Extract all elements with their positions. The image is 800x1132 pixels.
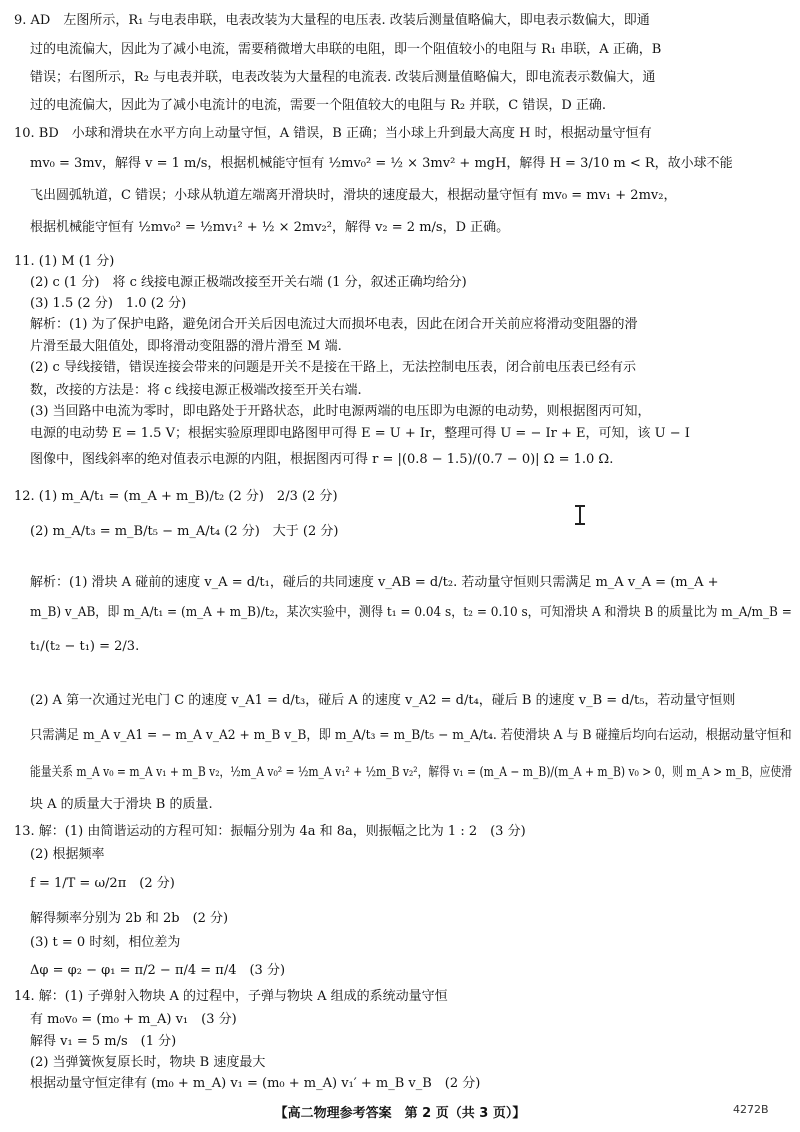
q11-explanation-1: 解析：(1) 为了保护电路，避免闭合开关后因电流过大而损坏电表，因此在闭合开关前应将滑动变阻器的滑 bbox=[30, 317, 638, 332]
q12-explanation-3: t₁/(t₂ − t₁) = 2/3. bbox=[30, 639, 140, 654]
q11-explanation-5: (3) 当回路中电流为零时，即电路处于开路状态，此时电源两端的电压即为电源的电动势，则根据图丙可知， bbox=[30, 404, 651, 419]
q12-answer-2: (2) m_A/t₃ = m_B/t₅ − m_A/t₄ (2 分) 大于 (2 分) bbox=[30, 524, 339, 539]
q12-explanation-7: 块 A 的质量大于滑块 B 的质量. bbox=[30, 797, 213, 812]
q11-explanation-3: (2) c 导线接错，错误连接会带来的问题是开关不是接在干路上，无法控制电压表，闭合前电压表已经有示 bbox=[30, 360, 636, 375]
q11-answer-1: 11. (1) M (1 分) bbox=[14, 254, 115, 269]
q14-answer-4: (2) 当弹簧恢复原长时，物块 B 速度最大 bbox=[30, 1055, 266, 1070]
q13-answer-4: (3) t = 0 时刻，相位差为 bbox=[30, 935, 181, 950]
q13-formula-2: Δφ = φ₂ − φ₁ = π/2 − π/4 = π/4 (3 分) bbox=[30, 963, 286, 978]
q13-answer-1: 13. 解：(1) 由简谐运动的方程可知：振幅分别为 4a 和 8a，则振幅之比为 1 : 2 (3 分) bbox=[14, 824, 526, 839]
q12-explanation-6: 能量关系 m_A v₀ = m_A v₁ + m_B v₂，½m_A v₀² = ½m_A v₁² + ½m_B v₂²，解得 v₁ = (m_A − m_B)/(m_A + m_B) v₀ > 0，则 m_A > m_B，应使滑 bbox=[30, 765, 793, 780]
q11-answer-2: (2) c (1 分) 将 c 线接电源正极端改接至开关右端 (1 分，叙述正确均给分) bbox=[30, 275, 467, 290]
q9-line-2: 过的电流偏大，因此为了减小电流，需要稍微增大串联的电阻，即一个阻值较小的电阻与 R₁ 串联，A 正确，B bbox=[30, 42, 662, 57]
page-footer: 【高二物理参考答案 第 2 页（共 3 页）】 bbox=[274, 1106, 526, 1121]
q9-line-4: 过的电流偏大，因此为了减小电流计的电流，需要一个阻值较大的电阻与 R₂ 并联，C 错误，D 正确. bbox=[30, 98, 607, 113]
q12-explanation-1: 解析：(1) 滑块 A 碰前的速度 v_A = d/t₁，碰后的共同速度 v_AB = d/t₂. 若动量守恒则只需满足 m_A v_A = (m_A + bbox=[30, 575, 719, 590]
q11-explanation-6: 电源的电动势 E = 1.5 V；根据实验原理即电路图甲可得 E = U + Ir，整理可得 U = − Ir + E，可知，该 U − I bbox=[30, 426, 690, 441]
q11-explanation-2: 片滑至最大阻值处，即将滑动变阻器的滑片滑至 M 端. bbox=[30, 339, 342, 354]
q13-answer-2: (2) 根据频率 bbox=[30, 847, 105, 862]
q11-explanation-4: 数，改接的方法是：将 c 线接电源正极端改接至开关右端. bbox=[30, 383, 362, 398]
q9-line-1: 9. AD 左图所示，R₁ 与电表串联，电表改装为大量程的电压表. 改装后测量值略偏大，即电表示数偏大，即通 bbox=[14, 13, 650, 28]
q12-answer-1: 12. (1) m_A/t₁ = (m_A + m_B)/t₂ (2 分) 2/3 (2 分) bbox=[14, 489, 338, 504]
q14-answer-1: 14. 解：(1) 子弹射入物块 A 的过程中，子弹与物块 A 组成的系统动量守恒 bbox=[14, 989, 448, 1004]
q13-answer-3: 解得频率分别为 2b 和 2b (2 分) bbox=[30, 911, 229, 926]
q9-line-3: 错误；右图所示，R₂ 与电表并联，电表改装为大量程的电流表. 改装后测量值略偏大，即电流表示数偏大，通 bbox=[30, 70, 656, 85]
q10-line-2: mv₀ = 3mv，解得 v = 1 m/s，根据机械能守恒有 ½mv₀² = ½ × 3mv² + mgH，解得 H = 3/10 m < R，故小球不能 bbox=[30, 156, 733, 171]
document-code: 4272B bbox=[733, 1103, 769, 1116]
q10-line-1: 10. BD 小球和滑块在水平方向上动量守恒，A 错误，B 正确；当小球上升到最大高度 H 时，根据动量守恒有 bbox=[14, 126, 652, 141]
text-cursor-icon bbox=[575, 505, 585, 525]
q14-answer-5: 根据动量守恒定律有 (m₀ + m_A) v₁ = (m₀ + m_A) v₁′ + m_B v_B (2 分) bbox=[30, 1076, 481, 1091]
q11-explanation-7: 图像中，图线斜率的绝对值表示电源的内阻，根据图丙可得 r = |(0.8 − 1.5)/(0.7 − 0)| Ω = 1.0 Ω. bbox=[30, 452, 614, 467]
q12-explanation-4: (2) A 第一次通过光电门 C 的速度 v_A1 = d/t₃，碰后 A 的速度 v_A2 = d/t₄，碰后 B 的速度 v_B = d/t₅，若动量守恒则 bbox=[30, 693, 736, 708]
q14-answer-3: 解得 v₁ = 5 m/s (1 分) bbox=[30, 1034, 177, 1049]
q11-answer-3: (3) 1.5 (2 分) 1.0 (2 分) bbox=[30, 296, 187, 311]
q13-formula-1: f = 1/T = ω/2π (2 分) bbox=[30, 876, 175, 891]
q12-explanation-5: 只需满足 m_A v_A1 = − m_A v_A2 + m_B v_B，即 m_A/t₃ = m_B/t₅ − m_A/t₄. 若使滑块 A 与 B 碰撞后均向右运动，根据动量守恒和 bbox=[30, 728, 792, 743]
q10-line-4: 根据机械能守恒有 ½mv₀² = ½mv₁² + ½ × 2mv₂²，解得 v₂ = 2 m/s，D 正确。 bbox=[30, 220, 510, 235]
q10-line-3: 飞出圆弧轨道，C 错误；小球从轨道左端离开滑块时，滑块的速度最大，根据动量守恒有 mv₀ = mv₁ + 2mv₂， bbox=[30, 188, 677, 203]
q12-explanation-2: m_B) v_AB，即 m_A/t₁ = (m_A + m_B)/t₂，某次实验中，测得 t₁ = 0.04 s，t₂ = 0.10 s，可知滑块 A 和滑块 B 的质量比为 m_A/m_B = bbox=[30, 605, 792, 620]
q14-answer-2: 有 m₀v₀ = (m₀ + m_A) v₁ (3 分) bbox=[30, 1012, 237, 1027]
